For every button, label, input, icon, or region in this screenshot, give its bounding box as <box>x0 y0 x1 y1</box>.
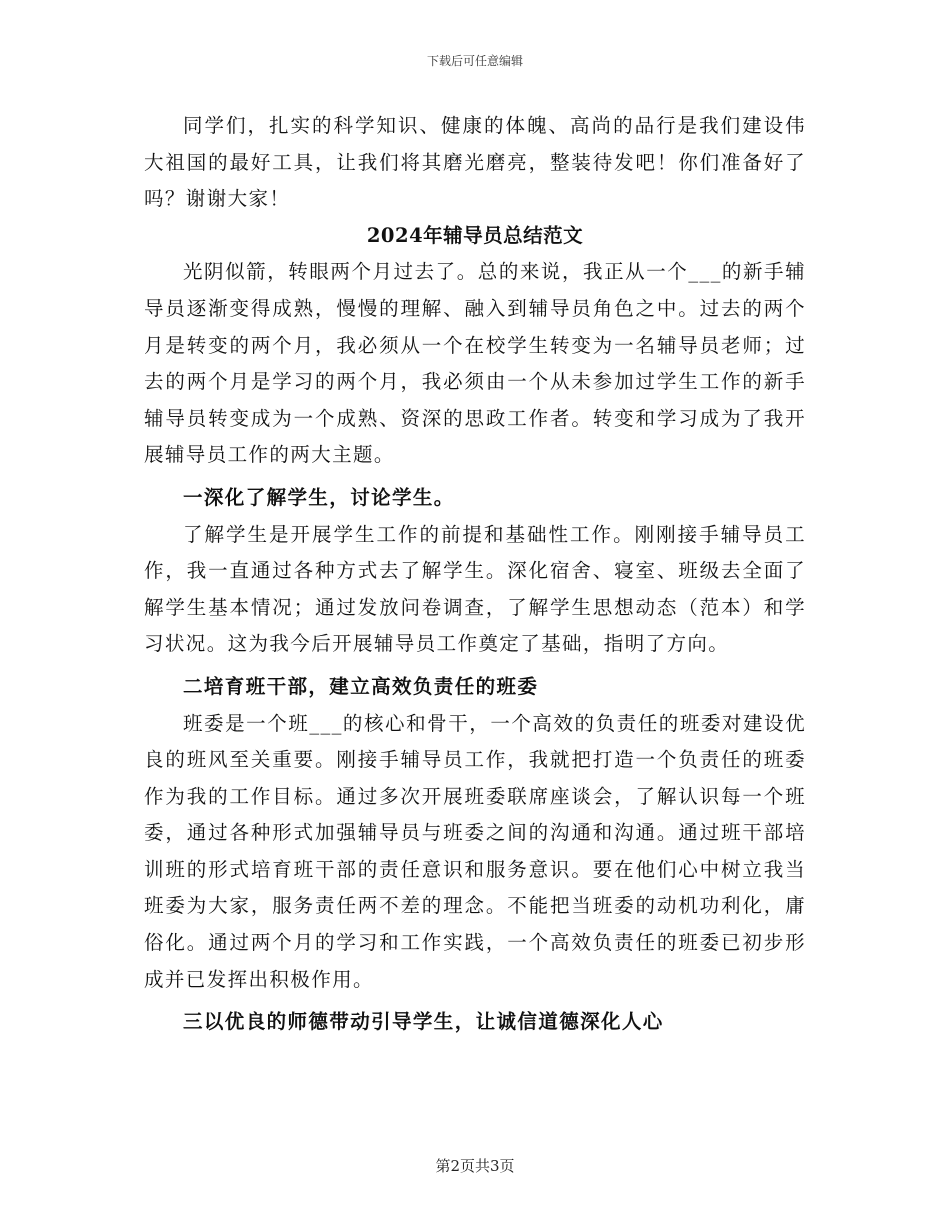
document-title: 2024年辅导员总结范文 <box>366 223 584 247</box>
paragraph-closing-speech: 同学们，扎实的科学知识、健康的体魄、高尚的品行是我们建设伟大祖国的最好工具，让我们将其磨光磨亮，整装待发吧！你们准备好了吗？谢谢大家！ <box>144 114 806 211</box>
paragraph-section-1: 了解学生是开展学生工作的前提和基础性工作。刚刚接手辅导员工作，我一直通过各种方式去了解学生。深化宿舍、寝室、班级去全面了解学生基本情况；通过发放问卷调查，了解学生思想动态（范本）和学习状况。这为我今后开展辅导员工作奠定了基础，指明了方向。 <box>144 522 806 656</box>
section-heading-2: 二培育班干部，建立高效负责任的班委 <box>183 674 539 698</box>
header-note: 下载后可任意编辑 <box>426 54 523 68</box>
page-number: 第2页共3页 <box>435 1157 515 1175</box>
document-body <box>144 108 806 1041</box>
paragraph-section-2: 班委是一个班___的核心和骨干，一个高效的负责任的班委对建设优良的班风至关重要。刚接手辅导员工作，我就把打造一个负责任的班委作为我的工作目标。通过多次开展班委联席座谈会，了解认识每一个班委，通过各种形式加强辅导员与班委之间的沟通和沟通。通过班干部培训班的形式培育班干部的责任意识和服务意识。要在他们心中树立我当班委为大家，服务责任两不差的理念。不能把当班委的动机功利化，庸俗化。通过两个月的学习和工作实践，一个高效负责任的班委已初步形成并已发挥出积极作用。 <box>144 711 806 991</box>
paragraph-intro: 光阴似箭，转眼两个月过去了。总的来说，我正从一个___的新手辅导员逐渐变得成熟，慢慢的理解、融入到辅导员角色之中。过去的两个月是转变的两个月，我必须从一个在校学生转变为一名辅导员老师；过去的两个月是学习的两个月，我必须由一个从未参加过学生工作的新手辅导员转变成为一个成熟、资深的思政工作者。转变和学习成为了我开展辅导员工作的两大主题。 <box>144 260 806 467</box>
section-heading-1: 一深化了解学生，讨论学生。 <box>183 485 455 509</box>
section-heading-3: 三以优良的师德带动引导学生，让诚信道德深化人心 <box>183 1010 664 1034</box>
